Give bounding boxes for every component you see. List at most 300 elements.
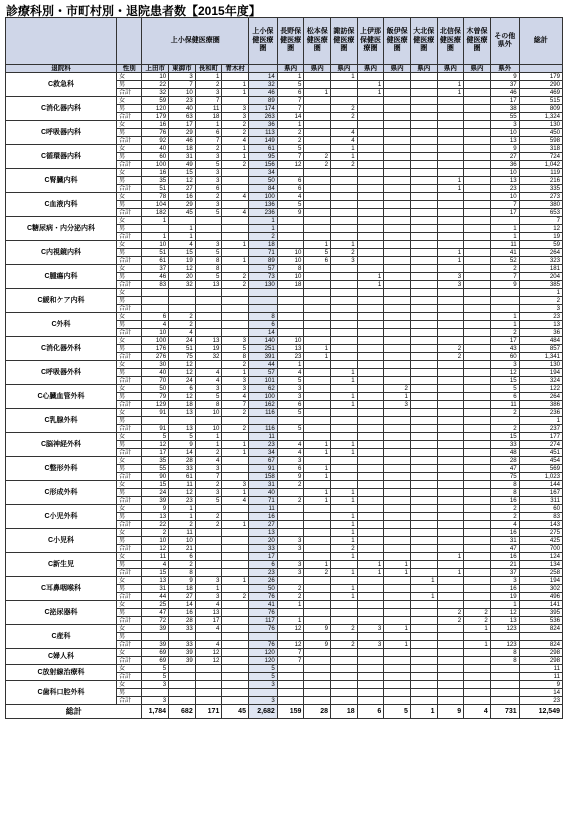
value-cell: 274: [519, 441, 562, 449]
value-cell: 10: [277, 337, 304, 345]
value-cell: 12: [169, 265, 196, 273]
value-cell: 28: [169, 457, 196, 465]
value-cell: [490, 417, 519, 425]
value-cell: 1: [142, 233, 169, 241]
value-cell: 6: [248, 561, 277, 569]
value-cell: [464, 449, 491, 457]
value-cell: [384, 681, 411, 689]
value-cell: 33: [490, 441, 519, 449]
value-cell: 30: [142, 361, 169, 369]
value-cell: [437, 497, 464, 505]
value-cell: [464, 89, 491, 97]
value-cell: [384, 105, 411, 113]
value-cell: [384, 593, 411, 601]
header-area-3: 上伊那保健医療圏: [357, 18, 384, 65]
sex-cell: 合計: [116, 473, 142, 481]
value-cell: 101: [248, 377, 277, 385]
value-cell: [464, 569, 491, 577]
value-cell: [384, 537, 411, 545]
value-cell: 311: [519, 497, 562, 505]
value-cell: 35: [142, 457, 169, 465]
value-cell: [222, 177, 249, 185]
value-cell: 91: [142, 409, 169, 417]
value-cell: 23: [169, 497, 196, 505]
value-cell: 391: [248, 353, 277, 361]
value-cell: 4: [142, 321, 169, 329]
value-cell: 2: [331, 105, 358, 113]
sex-cell: 合計: [116, 233, 142, 241]
value-cell: 2: [437, 353, 464, 361]
value-cell: 1: [331, 513, 358, 521]
dept-name: C内視鏡内科: [6, 241, 117, 265]
value-cell: 3: [195, 169, 222, 177]
sex-cell: 男: [116, 689, 142, 697]
value-cell: 33: [248, 545, 277, 553]
value-cell: 11: [248, 505, 277, 513]
value-cell: 9: [169, 577, 196, 585]
value-cell: [410, 481, 437, 489]
value-cell: 39: [169, 657, 196, 665]
value-cell: [331, 233, 358, 241]
value-cell: [304, 289, 331, 297]
value-cell: 100: [142, 161, 169, 169]
value-cell: 18: [169, 585, 196, 593]
value-cell: 2: [331, 641, 358, 649]
value-cell: 3: [490, 361, 519, 369]
sex-cell: 合計: [116, 185, 142, 193]
value-cell: 2: [331, 113, 358, 121]
value-cell: 3: [248, 681, 277, 689]
value-cell: [464, 561, 491, 569]
table-row: [6, 217, 563, 225]
dept-name: C呼吸器内科: [6, 121, 117, 145]
value-cell: [410, 257, 437, 265]
value-cell: 29: [169, 201, 196, 209]
value-cell: 3: [222, 337, 249, 345]
value-cell: 1: [304, 473, 331, 481]
value-cell: 2: [331, 625, 358, 633]
value-cell: 5: [142, 673, 169, 681]
value-cell: 12: [169, 369, 196, 377]
value-cell: 43: [490, 345, 519, 353]
value-cell: [142, 305, 169, 313]
value-cell: [464, 545, 491, 553]
grand-total-cell: 159: [277, 705, 304, 719]
value-cell: 4: [331, 129, 358, 137]
value-cell: 14: [169, 449, 196, 457]
value-cell: 15: [169, 169, 196, 177]
value-cell: 1: [169, 513, 196, 521]
grand-total-cell: 45: [222, 705, 249, 719]
value-cell: 1,023: [519, 473, 562, 481]
value-cell: [357, 513, 384, 521]
value-cell: [384, 649, 411, 657]
value-cell: [277, 689, 304, 697]
value-cell: [437, 201, 464, 209]
sex-cell: 男: [116, 201, 142, 209]
sex-cell: 女: [116, 577, 142, 585]
value-cell: [384, 553, 411, 561]
value-cell: [331, 649, 358, 657]
value-cell: 23: [169, 97, 196, 105]
value-cell: [384, 209, 411, 217]
value-cell: [437, 513, 464, 521]
value-cell: 2: [248, 233, 277, 241]
table-row: [6, 665, 563, 673]
value-cell: 1: [169, 233, 196, 241]
value-cell: [304, 193, 331, 201]
header-other: その他県外: [490, 18, 519, 65]
value-cell: [437, 625, 464, 633]
value-cell: [304, 457, 331, 465]
value-cell: [384, 353, 411, 361]
value-cell: 11: [169, 529, 196, 537]
value-cell: [169, 417, 196, 425]
value-cell: 92: [142, 137, 169, 145]
value-cell: 31: [248, 481, 277, 489]
value-cell: 123: [490, 641, 519, 649]
header-area-0: 長野保健医療圏: [277, 18, 304, 65]
value-cell: [169, 681, 196, 689]
value-cell: [222, 529, 249, 537]
value-cell: [331, 265, 358, 273]
value-cell: 1: [384, 561, 411, 569]
value-cell: [437, 481, 464, 489]
value-cell: 2: [437, 609, 464, 617]
value-cell: 8: [195, 401, 222, 409]
value-cell: 1: [304, 561, 331, 569]
sex-cell: 女: [116, 361, 142, 369]
sex-cell: 合計: [116, 209, 142, 217]
value-cell: [304, 129, 331, 137]
value-cell: 5: [277, 145, 304, 153]
value-cell: [410, 345, 437, 353]
value-cell: 9: [490, 73, 519, 81]
value-cell: [437, 385, 464, 393]
value-cell: [357, 385, 384, 393]
value-cell: 40: [169, 105, 196, 113]
value-cell: 23: [248, 569, 277, 577]
value-cell: [410, 201, 437, 209]
value-cell: [357, 257, 384, 265]
value-cell: [195, 545, 222, 553]
value-cell: 1: [410, 593, 437, 601]
value-cell: [437, 649, 464, 657]
value-cell: [248, 289, 277, 297]
value-cell: 2: [195, 193, 222, 201]
value-cell: [304, 577, 331, 585]
value-cell: [331, 385, 358, 393]
value-cell: 8: [195, 265, 222, 273]
value-cell: [437, 465, 464, 473]
value-cell: 13: [490, 137, 519, 145]
value-cell: [437, 449, 464, 457]
value-cell: [410, 337, 437, 345]
value-cell: 2: [222, 593, 249, 601]
sex-cell: 男: [116, 537, 142, 545]
value-cell: 95: [248, 153, 277, 161]
value-cell: 174: [248, 105, 277, 113]
value-cell: [464, 137, 491, 145]
value-cell: [384, 321, 411, 329]
value-cell: 1: [331, 497, 358, 505]
value-cell: 9: [304, 641, 331, 649]
value-cell: 3: [195, 201, 222, 209]
value-cell: 3: [490, 121, 519, 129]
value-cell: [304, 73, 331, 81]
value-cell: [357, 153, 384, 161]
sex-cell: 女: [116, 241, 142, 249]
value-cell: [195, 633, 222, 641]
value-cell: [464, 257, 491, 265]
sex-cell: 合計: [116, 641, 142, 649]
sex-cell: 合計: [116, 617, 142, 625]
value-cell: [169, 689, 196, 697]
value-cell: 46: [248, 89, 277, 97]
value-cell: [410, 473, 437, 481]
value-cell: 18: [195, 113, 222, 121]
value-cell: [357, 345, 384, 353]
value-cell: 39: [142, 641, 169, 649]
value-cell: 31: [490, 537, 519, 545]
value-cell: [410, 425, 437, 433]
value-cell: 27: [169, 593, 196, 601]
value-cell: 14: [277, 113, 304, 121]
value-cell: 1: [357, 273, 384, 281]
value-cell: [410, 553, 437, 561]
value-cell: 3: [490, 577, 519, 585]
value-cell: [437, 425, 464, 433]
header-kennai-5: 県内: [410, 65, 437, 73]
value-cell: 8: [490, 481, 519, 489]
value-cell: 6: [277, 177, 304, 185]
table-row: [6, 73, 563, 81]
value-cell: 24: [169, 377, 196, 385]
value-cell: 1: [490, 233, 519, 241]
value-cell: [464, 161, 491, 169]
value-cell: 179: [142, 113, 169, 121]
table-row: [6, 169, 563, 177]
sex-cell: 男: [116, 633, 142, 641]
value-cell: 2: [331, 249, 358, 257]
value-cell: [357, 217, 384, 225]
value-cell: [331, 185, 358, 193]
value-cell: [304, 201, 331, 209]
value-cell: 4: [169, 241, 196, 249]
grand-total-cell: 6: [357, 705, 384, 719]
value-cell: [331, 289, 358, 297]
value-cell: 1: [437, 249, 464, 257]
value-cell: 2: [169, 321, 196, 329]
value-cell: [464, 337, 491, 345]
value-cell: [304, 681, 331, 689]
value-cell: [410, 105, 437, 113]
value-cell: [464, 305, 491, 313]
value-cell: 1: [490, 313, 519, 321]
value-cell: [195, 505, 222, 513]
header-joshou-subtotal: 上小保健医療圏: [248, 18, 277, 65]
value-cell: [384, 297, 411, 305]
dept-name: C新生児: [6, 553, 117, 577]
value-cell: 79: [142, 393, 169, 401]
value-cell: [490, 673, 519, 681]
value-cell: [304, 313, 331, 321]
value-cell: [464, 497, 491, 505]
value-cell: [490, 297, 519, 305]
value-cell: [410, 153, 437, 161]
value-cell: 10: [169, 537, 196, 545]
value-cell: 70: [142, 377, 169, 385]
value-cell: 1: [331, 369, 358, 377]
value-cell: 48: [490, 449, 519, 457]
value-cell: 15: [169, 249, 196, 257]
value-cell: [222, 225, 249, 233]
value-cell: 258: [519, 569, 562, 577]
value-cell: 3: [222, 377, 249, 385]
value-cell: [304, 281, 331, 289]
header-area-1: 松本保健医療圏: [304, 18, 331, 65]
value-cell: [357, 97, 384, 105]
value-cell: 1: [248, 225, 277, 233]
value-cell: 7: [277, 153, 304, 161]
value-cell: [304, 537, 331, 545]
value-cell: [437, 241, 464, 249]
value-cell: 236: [519, 409, 562, 417]
value-cell: [331, 633, 358, 641]
value-cell: 290: [519, 81, 562, 89]
sex-cell: 合計: [116, 673, 142, 681]
value-cell: 89: [248, 97, 277, 105]
value-cell: [437, 121, 464, 129]
value-cell: 1: [437, 569, 464, 577]
value-cell: 156: [248, 161, 277, 169]
value-cell: [331, 177, 358, 185]
value-cell: [277, 633, 304, 641]
value-cell: [357, 529, 384, 537]
value-cell: 167: [519, 489, 562, 497]
value-cell: 1: [222, 153, 249, 161]
value-cell: 7: [169, 81, 196, 89]
value-cell: 2: [169, 561, 196, 569]
value-cell: 1: [195, 433, 222, 441]
value-cell: 7: [490, 273, 519, 281]
value-cell: [437, 137, 464, 145]
value-cell: [464, 425, 491, 433]
value-cell: 2: [222, 161, 249, 169]
table-row: [6, 145, 563, 153]
value-cell: 1: [357, 89, 384, 97]
value-cell: [410, 625, 437, 633]
value-cell: 4: [222, 137, 249, 145]
value-cell: 3: [248, 697, 277, 705]
value-cell: 13: [248, 529, 277, 537]
value-cell: 1: [169, 225, 196, 233]
value-cell: 10: [142, 73, 169, 81]
sex-cell: 男: [116, 465, 142, 473]
value-cell: [222, 617, 249, 625]
value-cell: 8: [248, 313, 277, 321]
value-cell: [277, 169, 304, 177]
value-cell: 13: [519, 321, 562, 329]
value-cell: [195, 537, 222, 545]
value-cell: [410, 409, 437, 417]
value-cell: 3: [222, 105, 249, 113]
value-cell: [304, 265, 331, 273]
value-cell: [195, 697, 222, 705]
value-cell: [410, 513, 437, 521]
value-cell: 31: [142, 585, 169, 593]
value-cell: [357, 361, 384, 369]
value-cell: [222, 305, 249, 313]
value-cell: 9: [277, 209, 304, 217]
value-cell: [357, 177, 384, 185]
value-cell: 50: [248, 177, 277, 185]
value-cell: [437, 105, 464, 113]
value-cell: 1: [519, 417, 562, 425]
value-cell: [222, 505, 249, 513]
header-city-0: 上田市: [142, 65, 169, 73]
value-cell: 130: [519, 121, 562, 129]
sex-cell: 女: [116, 553, 142, 561]
value-cell: [384, 313, 411, 321]
value-cell: [384, 137, 411, 145]
value-cell: [304, 297, 331, 305]
sex-cell: 男: [116, 585, 142, 593]
value-cell: 61: [248, 145, 277, 153]
value-cell: 19: [490, 593, 519, 601]
value-cell: 4: [277, 193, 304, 201]
value-cell: [490, 289, 519, 297]
value-cell: 1: [222, 89, 249, 97]
value-cell: [304, 169, 331, 177]
value-cell: 134: [519, 561, 562, 569]
value-cell: [437, 265, 464, 273]
value-cell: [410, 305, 437, 313]
value-cell: [222, 585, 249, 593]
value-cell: 3: [357, 641, 384, 649]
value-cell: [331, 321, 358, 329]
value-cell: 16: [248, 513, 277, 521]
table-row: [6, 409, 563, 417]
value-cell: [464, 105, 491, 113]
value-cell: [384, 217, 411, 225]
value-cell: 1: [464, 625, 491, 633]
value-cell: 15: [142, 481, 169, 489]
value-cell: 5: [195, 209, 222, 217]
value-cell: 275: [519, 529, 562, 537]
value-cell: [384, 449, 411, 457]
value-cell: 16: [169, 609, 196, 617]
value-cell: [464, 537, 491, 545]
value-cell: [437, 601, 464, 609]
sex-cell: 男: [116, 129, 142, 137]
value-cell: [384, 529, 411, 537]
value-cell: 1: [304, 449, 331, 457]
value-cell: 6: [195, 185, 222, 193]
value-cell: 7: [490, 201, 519, 209]
value-cell: 7: [277, 649, 304, 657]
value-cell: 6: [142, 313, 169, 321]
table-row: [6, 625, 563, 633]
value-cell: [357, 681, 384, 689]
dept-name: C血液内科: [6, 193, 117, 217]
sex-cell: 女: [116, 337, 142, 345]
value-cell: 8: [169, 569, 196, 577]
dept-name: C乳腺外科: [6, 409, 117, 433]
value-cell: 51: [169, 345, 196, 353]
value-cell: [222, 185, 249, 193]
value-cell: 515: [519, 97, 562, 105]
